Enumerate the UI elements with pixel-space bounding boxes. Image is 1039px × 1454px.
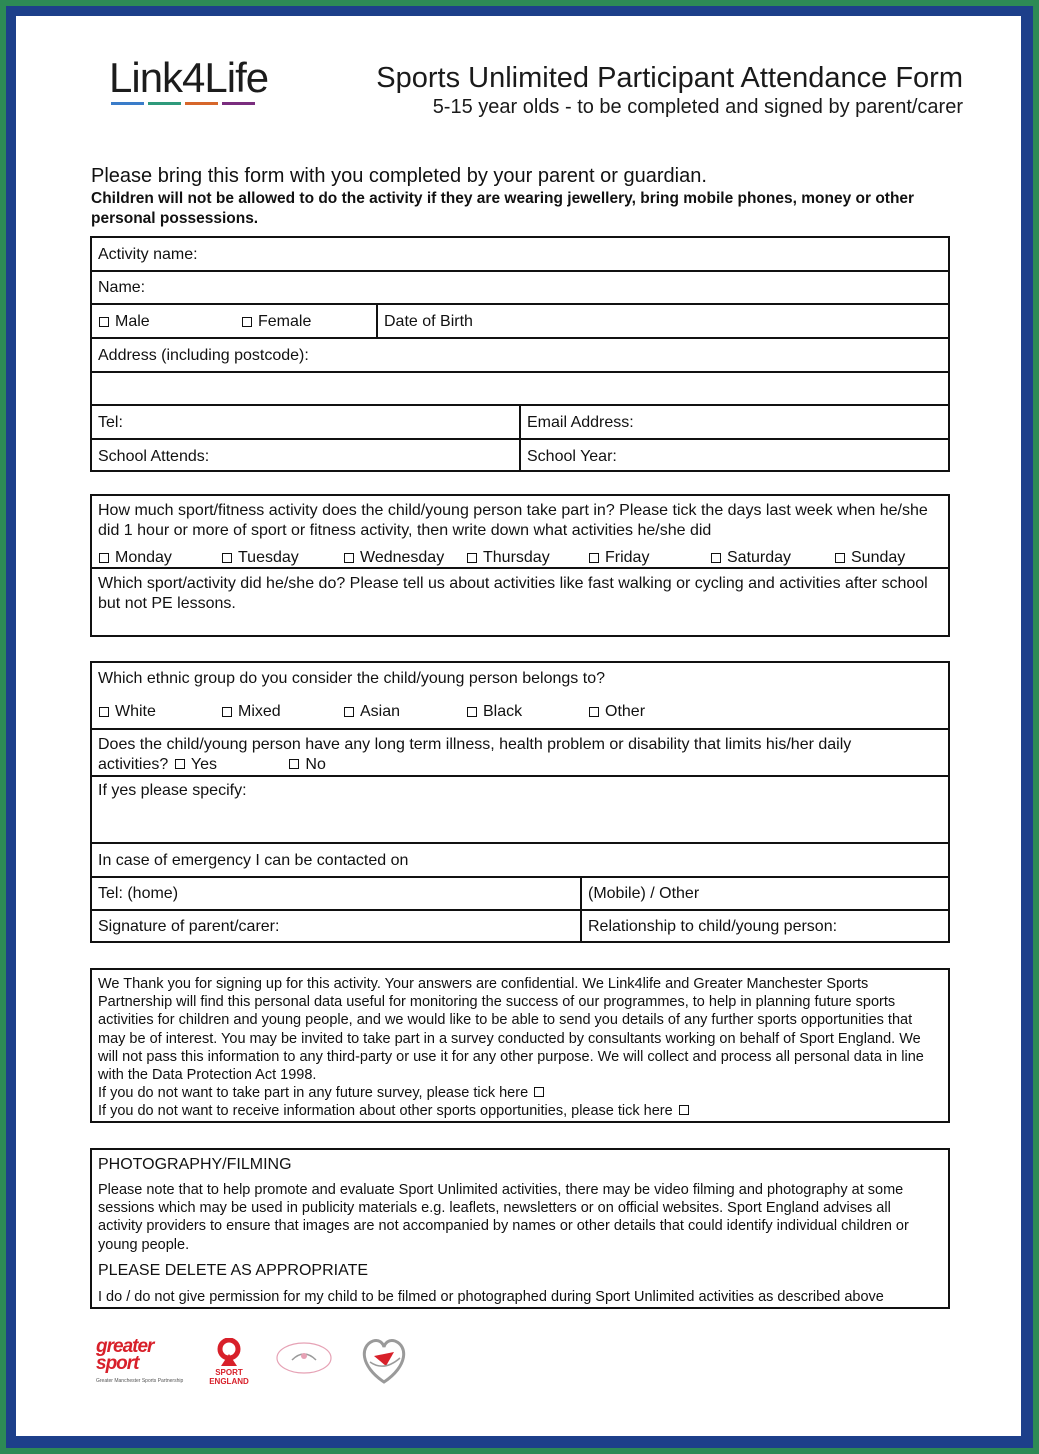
name-row — [92, 272, 948, 305]
day-friday[interactable] — [589, 549, 649, 567]
no-label: No — [305, 756, 326, 773]
ethnic-row — [92, 663, 948, 730]
dob-label[interactable]: Date of Birth — [384, 313, 473, 330]
form-title: Sports Unlimited Participant Attendance Form — [376, 62, 963, 94]
day-label: Friday — [605, 549, 650, 566]
email-label[interactable]: Email Address: — [527, 414, 634, 431]
day-tuesday[interactable] — [222, 549, 299, 567]
sport-england-logo — [204, 1338, 254, 1388]
divider — [376, 305, 378, 337]
greater-sport-caption: Greater Manchester Sports Partnership — [96, 1378, 184, 1384]
checkbox-icon — [467, 553, 477, 563]
activity-name-row — [92, 238, 948, 272]
male-label: Male — [115, 313, 150, 330]
partnership-emblem-icon — [274, 1338, 334, 1378]
activity-days-row — [92, 496, 948, 569]
day-thursday[interactable] — [467, 549, 550, 567]
ethnic-label: White — [115, 703, 156, 720]
ethnic-label: Black — [483, 703, 523, 720]
logo-bar-blue — [111, 102, 144, 105]
school-year-label[interactable]: School Year: — [527, 448, 617, 465]
day-wednesday[interactable] — [344, 549, 444, 567]
relationship-label[interactable]: Relationship to child/young person: — [588, 918, 838, 935]
activity-which-row[interactable] — [92, 569, 948, 637]
link4life-logo: Link4Life — [109, 54, 269, 101]
checkbox-icon — [99, 553, 109, 563]
info-optout-checkbox[interactable] — [679, 1105, 689, 1115]
ethnic-health-section — [90, 661, 950, 943]
delete-heading: PLEASE DELETE AS APPROPRIATE — [98, 1262, 369, 1279]
divider — [580, 878, 582, 909]
male-checkbox[interactable] — [99, 313, 150, 331]
checkbox-icon — [589, 707, 599, 717]
logo-bar-orange — [185, 102, 218, 105]
day-label: Tuesday — [238, 549, 299, 566]
day-label: Monday — [115, 549, 172, 566]
privacy-section — [90, 968, 950, 1123]
emergency-label: In case of emergency I can be contacted on — [98, 852, 409, 869]
school-label[interactable]: School Attends: — [98, 448, 210, 465]
sport-england-line2: ENGLAND — [209, 1377, 249, 1386]
tel-home-label[interactable]: Tel: (home) — [98, 885, 179, 902]
checkbox-icon — [222, 553, 232, 563]
day-label: Thursday — [483, 549, 550, 566]
day-label: Wednesday — [360, 549, 445, 566]
ethnic-question: Which ethnic group do you consider the child/young person belongs to? — [98, 670, 605, 687]
checkbox-icon — [222, 707, 232, 717]
logo-bar-green — [148, 102, 181, 105]
activity-section — [90, 494, 950, 637]
survey-optout-label: If you do not want to take part in any future survey, please tick here — [98, 1085, 529, 1101]
checkbox-icon — [711, 553, 721, 563]
activity-question: How much sport/fitness activity does the child/young person take part in? Please tick the days last week when he/she did 1 hour or more of sport or fitness activity, then write down what activities he/she did — [98, 502, 928, 539]
gender-dob-row — [92, 305, 948, 339]
specify-row[interactable] — [92, 777, 948, 844]
checkbox-icon — [99, 707, 109, 717]
survey-optout — [98, 1084, 940, 1102]
photo-heading: PHOTOGRAPHY/FILMING — [98, 1156, 292, 1173]
checkbox-icon — [99, 317, 109, 327]
ethnic-black[interactable] — [467, 703, 522, 721]
divider — [519, 406, 521, 438]
info-optout-label: If you do not want to receive information about other sports opportunities, please tick here — [98, 1103, 673, 1119]
logo-bar-purple — [222, 102, 255, 105]
name-label[interactable]: Name: — [98, 279, 146, 296]
ethnic-label: Mixed — [238, 703, 281, 720]
heart-logo — [356, 1332, 412, 1388]
greater-sport-wordmark: greater sport — [96, 1336, 154, 1374]
yes-label: Yes — [190, 756, 217, 773]
photo-text: Please note that to help promote and evaluate Sport Unlimited activities, there may be video filming and photography at some sessions which may be used in publicity materials e.g. leaflets, newsletters or on official websites. Sport England advises all activity providers to ensure that images are not accompanied by names or other details that could identify individual children or young people. — [98, 1182, 909, 1253]
intro-line: Please bring this form with you completed by your parent or guardian. — [91, 165, 707, 187]
partnership-logo — [274, 1338, 334, 1378]
ethnic-other[interactable] — [589, 703, 645, 721]
ethnic-label: Asian — [360, 703, 401, 720]
day-label: Saturday — [727, 549, 792, 566]
divider — [519, 440, 521, 472]
signature-row — [92, 911, 948, 943]
checkbox-icon — [344, 707, 354, 717]
details-section — [90, 236, 950, 472]
ethnic-asian[interactable] — [344, 703, 400, 721]
signature-label[interactable]: Signature of parent/carer: — [98, 918, 280, 935]
logo-color-bars — [111, 102, 255, 105]
illness-question — [98, 735, 918, 775]
sport-england-text — [204, 1368, 254, 1386]
checkbox-icon — [835, 553, 845, 563]
ethnic-label: Other — [605, 703, 646, 720]
checkbox-icon — [589, 553, 599, 563]
female-checkbox[interactable] — [242, 313, 311, 331]
checkbox-icon — [467, 707, 477, 717]
specify-label: If yes please specify: — [98, 782, 247, 799]
day-label: Sunday — [851, 549, 906, 566]
greater-sport-logo — [96, 1336, 184, 1384]
sport-england-line1: SPORT — [215, 1368, 243, 1377]
emergency-row — [92, 844, 948, 878]
tel-email-row — [92, 406, 948, 440]
illness-row — [92, 730, 948, 777]
day-saturday[interactable] — [711, 549, 791, 567]
form-subtitle: 5-15 year olds - to be completed and signed by parent/carer — [432, 96, 963, 118]
address-blank-row[interactable] — [92, 373, 948, 406]
day-monday[interactable] — [99, 549, 172, 567]
form-page — [16, 16, 1021, 1436]
checkbox-icon — [242, 317, 252, 327]
tel-label[interactable]: Tel: — [98, 414, 123, 431]
address-row — [92, 339, 948, 373]
activity-which: Which sport/activity did he/she do? Please tell us about activities like fast walking or cycling and activities after school but not PE lessons. — [98, 575, 928, 612]
mobile-label[interactable]: (Mobile) / Other — [588, 885, 700, 902]
activity-name-label[interactable]: Activity name: — [98, 246, 198, 263]
no-checkbox[interactable] — [289, 759, 299, 769]
illness-question-text: Does the child/young person have any long term illness, health problem or disability that limits his/her daily activities? — [98, 736, 852, 773]
info-optout — [98, 1102, 940, 1120]
female-label: Female — [258, 313, 312, 330]
address-label[interactable]: Address (including postcode): — [98, 347, 309, 364]
ethnic-mixed[interactable] — [222, 703, 281, 721]
permission-statement[interactable]: I do / do not give permission for my child to be filmed or photographed during Sport Unlimited activities as described above — [98, 1289, 884, 1305]
ethnic-white[interactable] — [99, 703, 156, 721]
emergency-phone-row — [92, 878, 948, 911]
day-sunday[interactable] — [835, 549, 905, 567]
school-row — [92, 440, 948, 472]
checkbox-icon — [344, 553, 354, 563]
privacy-text: We Thank you for signing up for this activity. Your answers are confidential. We Link4life and Greater Manchester Sports Partnership will find this personal data useful for monitoring the success of our programmes, to help in planning future sports activities for children and young people, and we would like to be able to send you details of any further sports opportunities that may be of interest. You may be invited to take part in a survey conducted by consultants working on behalf of Sport England. We will not pass this information to any third-party or use it for any other purpose. We will collect and process all personal data in line with the Data Protection Act 1998. — [98, 976, 924, 1084]
heart-emblem-icon — [356, 1332, 412, 1388]
divider — [580, 911, 582, 943]
yes-checkbox[interactable] — [175, 759, 185, 769]
warning-text: Children will not be allowed to do the activity if they are wearing jewellery, bring mobile phones, money or other personal possessions. — [91, 190, 915, 227]
photography-section — [90, 1148, 950, 1309]
survey-optout-checkbox[interactable] — [534, 1087, 544, 1097]
sport-england-emblem-icon — [212, 1338, 246, 1368]
